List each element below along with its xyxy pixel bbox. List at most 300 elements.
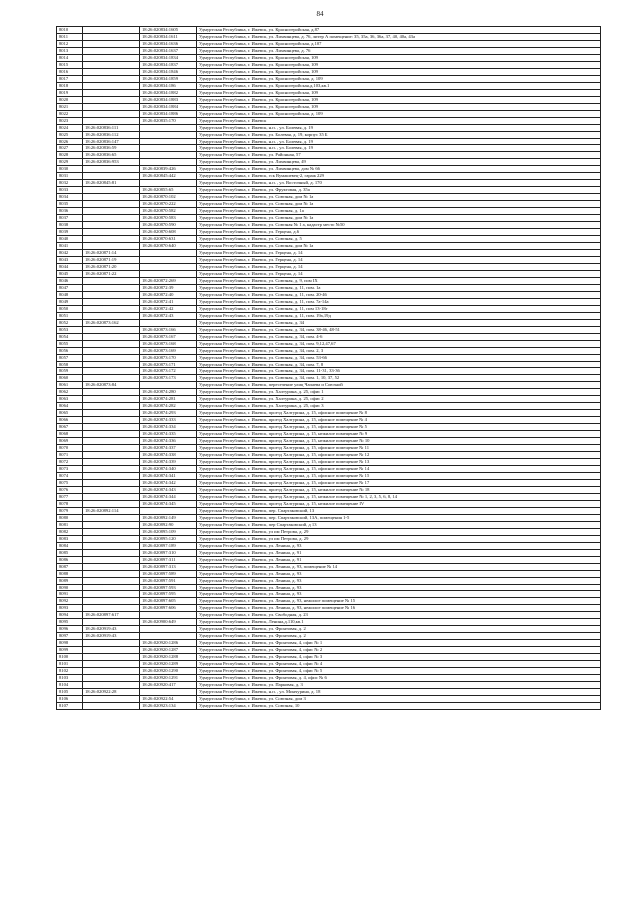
table-row [57,361,601,368]
row-number-cell: 8059 [57,368,83,375]
building-cadastral-number-cell: 18:26:020892:90 [140,521,197,528]
building-cadastral-number-cell: 18:26:020874:335 [140,431,197,438]
land-cadastral-number-cell [83,61,140,68]
land-cadastral-number-cell [83,542,140,549]
page-number: 84 [316,10,324,18]
table-row [57,110,601,117]
table-row [57,263,601,270]
address-cell: Удмуртская Республика, г. Ижевск, ул. Союзная, д. 34, пом. 1, 10, 37, 52 [197,375,601,382]
land-cadastral-number-cell [83,424,140,431]
building-cadastral-number-cell: 18:26:020874:336 [140,438,197,445]
row-number-cell: 8104 [57,682,83,689]
building-cadastral-number-cell: 18:26:020897:591 [140,577,197,584]
building-cadastral-number-cell: 18:26:020920:417 [140,682,197,689]
table-row [57,298,601,305]
address-cell: Удмуртская Республика, г. Ижевск, ул. Союзная, д. 11, пом 13-18г [197,305,601,312]
address-cell: Удмуртская Республика, г. Ижевск, ул. Красногеройская, 109 [197,68,601,75]
building-cadastral-number-cell: 18:26:020897:593 [140,584,197,591]
land-cadastral-number-cell: 18:26:020836:111 [83,124,140,131]
row-number-cell: 8072 [57,459,83,466]
table-row [57,528,601,535]
address-cell: Удмуртская Республика, г. Ижевск, ул. Союзная, д. 1а [197,208,601,215]
table-row [57,54,601,61]
table-row [57,138,601,145]
table-row [57,382,601,389]
land-cadastral-number-cell: 18:26:020871:20 [83,263,140,270]
address-cell: Удмуртская Республика, г. Ижевск, ул. Союзная, д. 11, пом. 7а-14а [197,298,601,305]
building-cadastral-number-cell: 18:26:020839:426 [140,166,197,173]
row-number-cell: 8078 [57,500,83,507]
building-cadastral-number-cell: 18:26:020834:1884 [140,103,197,110]
land-cadastral-number-cell: 18:26:020836:953 [83,159,140,166]
row-number-cell: 8026 [57,138,83,145]
row-number-cell: 8089 [57,577,83,584]
table-row [57,500,601,507]
land-cadastral-number-cell [83,361,140,368]
building-cadastral-number-cell: 18:26:020897:606 [140,605,197,612]
land-cadastral-number-cell: 18:26:020845:81 [83,180,140,187]
land-cadastral-number-cell [83,682,140,689]
address-cell: Удмуртская Республика, г. Ижевск, ул. Ленина, д. 93, нежилое помещение № 15 [197,598,601,605]
table-row [57,47,601,54]
building-cadastral-number-cell [140,507,197,514]
building-cadastral-number-cell: 18:26:020874:293 [140,410,197,417]
building-cadastral-number-cell: 18:26:020897:313 [140,563,197,570]
row-number-cell: 8031 [57,173,83,180]
table-row [57,277,601,284]
land-cadastral-number-cell [83,563,140,570]
address-cell: Удмуртская Республика, г. Ижевск, н.п. , ул. Минчурина, д. 18 [197,689,601,696]
building-cadastral-number-cell [140,250,197,257]
table-row [57,319,601,326]
table-row [57,75,601,82]
row-number-cell: 8068 [57,431,83,438]
land-cadastral-number-cell [83,89,140,96]
table-row [57,243,601,250]
address-cell: Удмуртская Республика, г. Ижевск, ул. Герцена, д. 14 [197,263,601,270]
land-cadastral-number-cell [83,598,140,605]
table-row [57,479,601,486]
building-cadastral-number-cell: 18:26:020872:39 [140,284,197,291]
address-cell: Удмуртская Республика, г. Ижевск, ул. Красногеройская, 109 [197,96,601,103]
table-row [57,68,601,75]
address-cell: Удмуртская Республика, г. Ижевск, ул. Красногеройская, д. 109 [197,110,601,117]
address-cell: Удмуртская Республика, г. Ижевск, ул. Фронтовая, 4, офис № 4 [197,661,601,668]
address-cell: Удмуртская Республика, г. Ижевск, ул. Ленина, д. 93 [197,542,601,549]
table-row [57,473,601,480]
land-cadastral-number-cell [83,54,140,61]
address-cell: Удмуртская Республика, г. Ижевск, Ленина,д.110,кв.1 [197,619,601,626]
building-cadastral-number-cell [140,263,197,270]
building-cadastral-number-cell: 18:26:020874:342 [140,479,197,486]
address-cell: Удмуртская Республика, г. Ижевск, ул. Халтурина, д. 25, офис 3 [197,403,601,410]
table-row [57,194,601,201]
land-cadastral-number-cell [83,27,140,34]
address-cell: Удмуртская Республика, г. Ижевск, ул. Красногеройская, д.107 [197,40,601,47]
land-cadastral-number-cell [83,549,140,556]
building-cadastral-number-cell: 18:26:020872:43 [140,312,197,319]
land-cadastral-number-cell [83,584,140,591]
row-number-cell: 8036 [57,208,83,215]
building-cadastral-number-cell: 18:26:020834:1846 [140,68,197,75]
row-number-cell: 8011 [57,33,83,40]
land-cadastral-number-cell [83,312,140,319]
land-cadastral-number-cell [83,591,140,598]
row-number-cell: 8045 [57,270,83,277]
building-cadastral-number-cell [140,145,197,152]
land-cadastral-number-cell [83,166,140,173]
row-number-cell: 8091 [57,591,83,598]
building-cadastral-number-cell: 18:26:020873:173 [140,375,197,382]
building-cadastral-number-cell: 18:26:020874:333 [140,417,197,424]
address-cell: Удмуртская Республика, г. Ижевск, ул. Фронтовая, 4, офис № 3 [197,654,601,661]
address-cell: Удмуртская Республика, г. Ижевск, н.п. , ул. Болевая, д. 19 [197,138,601,145]
building-cadastral-number-cell: 18:26:020870:582 [140,208,197,215]
row-number-cell: 8051 [57,312,83,319]
land-cadastral-number-cell [83,493,140,500]
land-cadastral-number-cell: 18:26:020871:19 [83,256,140,263]
land-cadastral-number-cell [83,431,140,438]
registry-table [56,26,601,710]
table-row [57,333,601,340]
building-cadastral-number-cell: 18:26:020870:640 [140,243,197,250]
building-cadastral-number-cell: 18:26:020897:310 [140,549,197,556]
row-number-cell: 8012 [57,40,83,47]
table-row [57,354,601,361]
building-cadastral-number-cell: 18:26:020834:1837 [140,61,197,68]
row-number-cell: 8014 [57,54,83,61]
row-number-cell: 8042 [57,250,83,257]
row-number-cell: 8034 [57,194,83,201]
building-cadastral-number-cell: 18:26:020870:608 [140,229,197,236]
land-cadastral-number-cell: 18:26:020922:28 [83,689,140,696]
building-cadastral-number-cell: 18:26:020920:1286 [140,640,197,647]
building-cadastral-number-cell: 18:26:020873:168 [140,340,197,347]
table-row [57,222,601,229]
building-cadastral-number-cell [140,131,197,138]
land-cadastral-number-cell [83,277,140,284]
address-cell: Удмуртская Республика, г. Ижевск, гск Вумашевец-2, гараж 229 [197,173,601,180]
address-cell: Удмуртская Республика, г. Ижевск, проезд Халтурина, д. 15, офисное помещение № 4 [197,417,601,424]
row-number-cell: 8069 [57,438,83,445]
address-cell: Удмуртская Республика, г. Ижевск, ул. Союзная, д. 34, пом. 2, 3 [197,347,601,354]
building-cadastral-number-cell: 18:26:020920:1290 [140,668,197,675]
land-cadastral-number-cell [83,466,140,473]
address-cell: Удмуртская Республика, г. Ижевск, ул. Союзная № 1 а, кадастр место №50 [197,222,601,229]
land-cadastral-number-cell [83,445,140,452]
row-number-cell: 8064 [57,403,83,410]
address-cell: Удмуртская Республика, г. Ижевск, ул. Свободная, д. 23 [197,612,601,619]
land-cadastral-number-cell [83,668,140,675]
building-cadastral-number-cell: 18:26:020835:170 [140,117,197,124]
row-number-cell: 8097 [57,633,83,640]
row-number-cell: 8019 [57,89,83,96]
land-cadastral-number-cell [83,640,140,647]
address-cell: Удмуртская Республика, г. Ижевск, ул. Халтурина, д. 25, офис 2 [197,396,601,403]
row-number-cell: 8052 [57,319,83,326]
building-cadastral-number-cell [140,689,197,696]
row-number-cell: 8058 [57,361,83,368]
table-row [57,577,601,584]
address-cell: Удмуртская Республика, г. Ижевск, ул. Лихвинцева, д. 76 [197,47,601,54]
table-row [57,250,601,257]
address-cell: Удмуртская Республика, г. Ижевск, проезд Халтурина, д. 15, офисное помещение № 15 [197,473,601,480]
row-number-cell: 8033 [57,187,83,194]
address-cell: Удмуртская Республика, г. Ижевск, ул. Герцена, д. 14 [197,270,601,277]
land-cadastral-number-cell [83,473,140,480]
building-cadastral-number-cell: 18:26:020873:169 [140,347,197,354]
row-number-cell: 8101 [57,661,83,668]
land-cadastral-number-cell [83,229,140,236]
row-number-cell: 8017 [57,75,83,82]
land-cadastral-number-cell [83,410,140,417]
land-cadastral-number-cell [83,305,140,312]
row-number-cell: 8048 [57,291,83,298]
land-cadastral-number-cell [83,110,140,117]
building-cadastral-number-cell: 18:26:020897:589 [140,570,197,577]
building-cadastral-number-cell: 18:26:020873:170 [140,354,197,361]
address-cell: Удмуртская Республика, г. Ижевск, н.п. , ул. Болевая, д. 19 [197,145,601,152]
address-cell: Удмуртская Республика, г. Ижевск, проезд Халтурина, д. 15, офисное помещение № 12 [197,452,601,459]
address-cell: Удмуртская Республика, г. Ижевск, проезд Халтурина, д. 15, нежилое помещение № 1, 2, 3, 5, 6, 8, 14 [197,493,601,500]
address-cell: Удмуртская Республика, г. Ижевск, проезд Халтурина, д. 15, нежилое помещение № 10 [197,438,601,445]
address-cell: Удмуртская Республика, г. Ижевск, проезд Халтурина, д. 15, офисное помещение № 5 [197,424,601,431]
address-cell: Удмуртская Республика, г. Ижевск, ул. Союзная, д. 11, пом. 20-46 [197,291,601,298]
row-number-cell: 8032 [57,180,83,187]
row-number-cell: 8103 [57,675,83,682]
building-cadastral-number-cell: 18:26:020872:41 [140,298,197,305]
table-row [57,187,601,194]
address-cell: Удмуртская Республика, г. Ижевск, ул. Красногеройская,д.103,кв.1 [197,82,601,89]
land-cadastral-number-cell: 18:26:020892:114 [83,507,140,514]
row-number-cell: 8077 [57,493,83,500]
building-cadastral-number-cell: 18:26:020874:341 [140,473,197,480]
table-row [57,661,601,668]
building-cadastral-number-cell: 18:26:020897:595 [140,591,197,598]
row-number-cell: 8061 [57,382,83,389]
table-row [57,633,601,640]
land-cadastral-number-cell [83,647,140,654]
table-row [57,647,601,654]
row-number-cell: 8065 [57,410,83,417]
building-cadastral-number-cell: 18:26:020870:583 [140,215,197,222]
address-cell: Удмуртская Республика, г. Ижевск, ул. Фронтовая, 4, офис № 1 [197,640,601,647]
land-cadastral-number-cell: 18:26:020836:112 [83,131,140,138]
row-number-cell: 8054 [57,333,83,340]
building-cadastral-number-cell: 18:26:020920:1291 [140,675,197,682]
land-cadastral-number-cell [83,459,140,466]
address-cell: Удмуртская Республика, г. Ижевск, ул. Красногеройская, д.87 [197,27,601,34]
table-row [57,431,601,438]
building-cadastral-number-cell: 18:26:020870:631 [140,236,197,243]
table-row [57,619,601,626]
table-row [57,682,601,689]
table-row [57,145,601,152]
building-cadastral-number-cell: 18:26:020873:166 [140,326,197,333]
land-cadastral-number-cell [83,389,140,396]
table-row [57,82,601,89]
land-cadastral-number-cell [83,291,140,298]
land-cadastral-number-cell: 18:26:020873:84 [83,382,140,389]
table-row [57,507,601,514]
land-cadastral-number-cell [83,201,140,208]
building-cadastral-number-cell: 18:26:020874:334 [140,424,197,431]
row-number-cell: 8098 [57,640,83,647]
row-number-cell: 8106 [57,696,83,703]
table-row [57,89,601,96]
land-cadastral-number-cell [83,605,140,612]
land-cadastral-number-cell: 18:26:020919:43 [83,626,140,633]
address-cell: Удмуртская Республика, г. Ижевск, ул. Ленина, д. 93 [197,570,601,577]
address-cell: Удмуртская Республика, г. Ижевск, ул. Лихвинцева, д. 76, литер А помещение: 35, 35а, 36, 36а, 37, 40, 40а, 43а [197,33,601,40]
building-cadastral-number-cell: 18:26:020855:65 [140,187,197,194]
land-cadastral-number-cell [83,82,140,89]
table-row [57,696,601,703]
address-cell: Удмуртская Республика, г. Ижевск, ул. Герцена, д. 14 [197,250,601,257]
table-row [57,284,601,291]
row-number-cell: 8055 [57,340,83,347]
building-cadastral-number-cell: 18:26:020900:649 [140,619,197,626]
table-row [57,152,601,159]
row-number-cell: 8035 [57,201,83,208]
address-cell: Удмуртская Республика, г. Ижевск, ул. Союзная, дом № 1а [197,194,601,201]
address-cell: Удмуртская Республика, г. Ижевск, проезд Халтурина, д. 15, нежилое помещение № 9 [197,431,601,438]
building-cadastral-number-cell [140,138,197,145]
building-cadastral-number-cell: 18:26:020923:134 [140,702,197,709]
address-cell: Удмуртская Республика, г. Ижевск, пер Спартаковский, д 13 [197,521,601,528]
land-cadastral-number-cell [83,47,140,54]
table-row [57,326,601,333]
building-cadastral-number-cell: 18:26:020920:1287 [140,647,197,654]
land-cadastral-number-cell [83,500,140,507]
address-cell: Удмуртская Республика, г. Ижевск, ул. Лихвинцева, 49 [197,159,601,166]
building-cadastral-number-cell: 18:26:020834:1859 [140,75,197,82]
table-row [57,459,601,466]
address-cell: Удмуртская Республика, г. Ижевск, ул. Союзная, дом 3 [197,696,601,703]
row-number-cell: 8073 [57,466,83,473]
row-number-cell: 8093 [57,605,83,612]
address-cell: Удмуртская Республика, г. Ижевск, пер. Спартаковский, 13 [197,507,601,514]
land-cadastral-number-cell: 18:26:020871:14 [83,250,140,257]
table-row [57,403,601,410]
building-cadastral-number-cell [140,180,197,187]
table-row [57,591,601,598]
address-cell: Удмуртская Республика, г. Ижевск, ул. Парковая, д. 3 [197,682,601,689]
building-cadastral-number-cell [140,159,197,166]
row-number-cell: 8067 [57,424,83,431]
land-cadastral-number-cell [83,702,140,709]
row-number-cell: 8043 [57,256,83,263]
address-cell: Удмуртская Республика, г. Ижевск, ул. Ленина, д. 93, помещение № 14 [197,563,601,570]
land-cadastral-number-cell [83,222,140,229]
address-cell: Удмуртская Республика, г. Ижевск [197,117,601,124]
address-cell: Удмуртская Республика, г. Ижевск, ул. Фронтовая, д. 4, офис № 6 [197,675,601,682]
table-row [57,159,601,166]
address-cell: Удмуртская Республика, г. Ижевск, ул. Союзная, д. 11, пом. 1а [197,284,601,291]
land-cadastral-number-cell [83,577,140,584]
row-number-cell: 8046 [57,277,83,284]
row-number-cell: 8094 [57,612,83,619]
address-cell: Удмуртская Республика, г. Ижевск, проезд Халтурина, д. 15, офисное помещение № 17 [197,479,601,486]
address-cell: Удмуртская Республика, г. Ижевск, ул. Фронтовая, д. 2 [197,626,601,633]
row-number-cell: 8062 [57,389,83,396]
land-cadastral-number-cell [83,347,140,354]
table-row [57,640,601,647]
table-row [57,180,601,187]
table-row [57,27,601,34]
table-row [57,270,601,277]
address-cell: Удмуртская Республика, г. Ижевск, ул. Союзная, д. 34, пом. 38-46, 48-51 [197,326,601,333]
table-row [57,389,601,396]
row-number-cell: 8076 [57,486,83,493]
table-row [57,347,601,354]
address-cell: Удмуртская Республика, г. Ижевск, ул. Ленина, д. 93 [197,577,601,584]
land-cadastral-number-cell [83,284,140,291]
building-cadastral-number-cell: 18:26:020895:120 [140,535,197,542]
table-row [57,305,601,312]
land-cadastral-number-cell [83,340,140,347]
building-cadastral-number-cell: 18:26:020834:1886 [140,110,197,117]
table-row [57,612,601,619]
row-number-cell: 8074 [57,473,83,480]
land-cadastral-number-cell [83,208,140,215]
address-cell: Удмуртская Республика, г. Ижевск, ул. Районная, 57 [197,152,601,159]
building-cadastral-number-cell: 18:26:020834:1883 [140,96,197,103]
building-cadastral-number-cell: 18:26:020834:1636 [140,40,197,47]
building-cadastral-number-cell: 18:26:020870:102 [140,194,197,201]
row-number-cell: 8018 [57,82,83,89]
row-number-cell: 8066 [57,417,83,424]
row-number-cell: 8100 [57,654,83,661]
row-number-cell: 8044 [57,263,83,270]
row-number-cell: 8057 [57,354,83,361]
building-cadastral-number-cell: 18:26:020874:281 [140,396,197,403]
row-number-cell: 8071 [57,452,83,459]
table-row [57,605,601,612]
row-number-cell: 8090 [57,584,83,591]
address-cell: Удмуртская Республика, г. Ижевск, проезд Халтурина, д. 15, нежилое помещение № 18 [197,486,601,493]
row-number-cell: 8039 [57,229,83,236]
table-row [57,445,601,452]
building-cadastral-number-cell [140,319,197,326]
row-number-cell: 8079 [57,507,83,514]
land-cadastral-number-cell [83,417,140,424]
table-row [57,117,601,124]
building-cadastral-number-cell: 18:26:020845:442 [140,173,197,180]
address-cell: Удмуртская Республика, г. Ижевск, пер. Спартаковский, 13А, помещения 1-5 [197,514,601,521]
address-cell: Удмуртская Республика, г. Ижевск, ул. Лихвинцева, дом № 66 [197,166,601,173]
address-cell: Удмуртская Республика, г. Ижевск, ул. Красногеройская, 109 [197,89,601,96]
table-row [57,598,601,605]
table-row [57,215,601,222]
table-row [57,375,601,382]
address-cell: Удмуртская Республика, г. Ижевск, ул. Союзная, 10 [197,702,601,709]
table-row [57,521,601,528]
land-cadastral-number-cell: 18:26:020836:65 [83,152,140,159]
row-number-cell: 8086 [57,556,83,563]
building-cadastral-number-cell [140,626,197,633]
building-cadastral-number-cell: 18:26:020834:186 [140,82,197,89]
address-cell: Удмуртская Республика, г. Ижевск, ул. Халтурина, д. 25, офис 1 [197,389,601,396]
land-cadastral-number-cell [83,68,140,75]
building-cadastral-number-cell: 18:26:020895:109 [140,528,197,535]
address-cell: Удмуртская Республика, г. Ижевск, ул им Петрова, д. 29 [197,528,601,535]
land-cadastral-number-cell [83,375,140,382]
land-cadastral-number-cell [83,696,140,703]
table-row [57,542,601,549]
building-cadastral-number-cell: 18:26:020897:605 [140,598,197,605]
address-cell: Удмуртская Республика, г. Ижевск, ул. Союзная, д. 34, пом. 4-6 [197,333,601,340]
